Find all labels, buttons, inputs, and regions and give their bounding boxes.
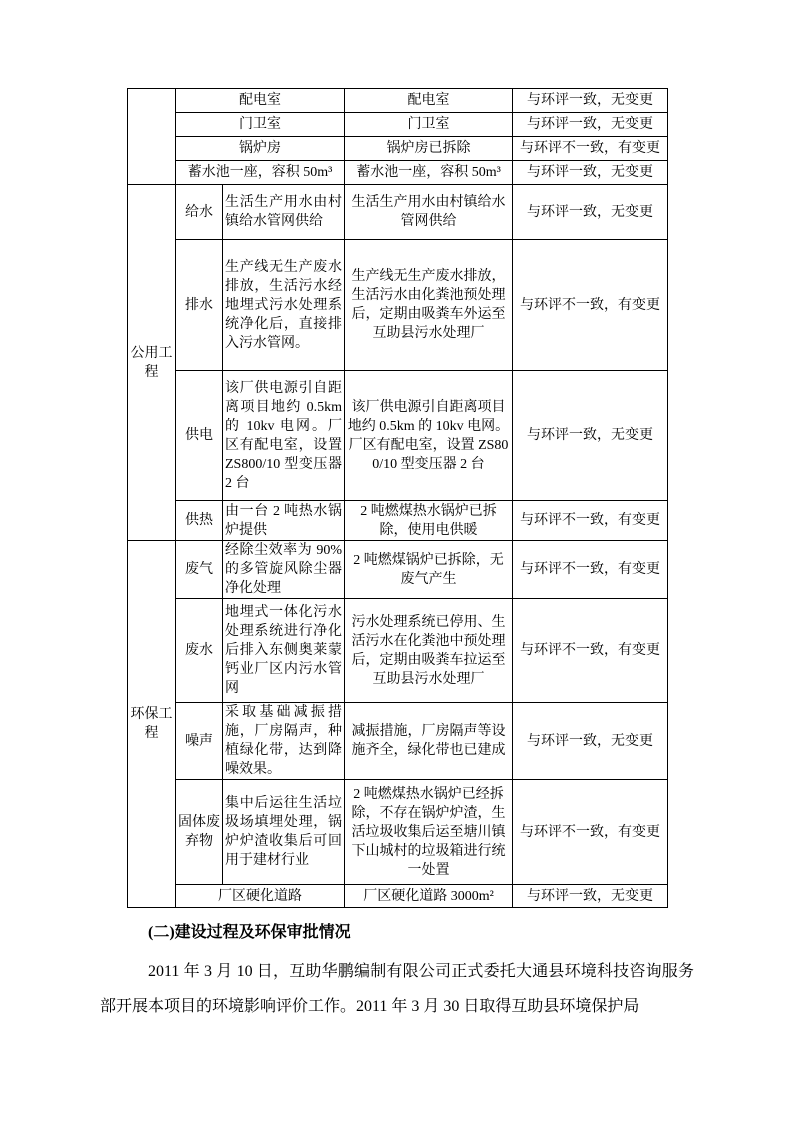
section-heading: (二)建设过程及环保审批情况 xyxy=(148,924,351,941)
subcategory-cell: 噪声 xyxy=(176,703,223,780)
current-cell: 配电室 xyxy=(345,89,513,113)
current-cell: 减振措施，厂房隔声等设施齐全，绿化带也已建成 xyxy=(345,703,513,780)
approved-cell: 经除尘效率为 90%的多管旋风除尘器净化处理 xyxy=(223,541,345,599)
approved-cell: 该厂供电源引自距离项目地约 0.5km 的 10kv 电网。厂区有配电室，设置 ZS800/10 型变压器 2 台 xyxy=(223,371,345,501)
approved-cell: 采取基础减振措施，厂房隔声，种植绿化带，达到降噪效果。 xyxy=(223,703,345,780)
approved-cell: 锅炉房 xyxy=(176,137,345,161)
section-paragraph: 2011 年 3 月 10 日，互助华鹏编制有限公司正式委托大通县环境科技咨询服务部开展本项目的环境影响评价工作。2011 年 3 月 30 日取得互助县环境保护局 xyxy=(100,963,694,1015)
table-row xyxy=(128,113,668,137)
current-cell: 生产线无生产废水排放，生活污水由化粪池预处理后，定期由吸粪车外运至互助县污水处理厂 xyxy=(345,240,513,371)
approved-cell: 集中后运往生活垃圾场填埋处理，锅炉炉渣收集后可回用于建材行业 xyxy=(223,780,345,885)
table-row xyxy=(128,240,668,371)
category-cell-empty xyxy=(128,89,176,185)
table-row xyxy=(128,780,668,885)
table-row xyxy=(128,703,668,780)
verdict-cell: 与环评不一致，有变更 xyxy=(513,541,668,599)
verdict-cell: 与环评不一致，有变更 xyxy=(513,501,668,541)
table-row xyxy=(128,161,668,185)
table-row xyxy=(128,885,668,908)
verdict-cell: 与环评一致，无变更 xyxy=(513,703,668,780)
current-cell: 门卫室 xyxy=(345,113,513,137)
subcategory-cell: 固体废弃物 xyxy=(176,780,223,885)
verdict-cell: 与环评不一致，有变更 xyxy=(513,240,668,371)
approved-cell: 生产线无生产废水排放，生活污水经地埋式污水处理系统净化后，直接排入污水管网。 xyxy=(223,240,345,371)
subcategory-cell: 排水 xyxy=(176,240,223,371)
verdict-cell: 与环评一致，无变更 xyxy=(513,113,668,137)
approved-cell: 门卫室 xyxy=(176,113,345,137)
current-cell: 2 吨燃煤热水锅炉已拆除，使用电供暖 xyxy=(345,501,513,541)
approved-cell: 配电室 xyxy=(176,89,345,113)
subcategory-cell: 供电 xyxy=(176,371,223,501)
current-cell: 厂区硬化道路 3000m² xyxy=(345,885,513,908)
current-cell: 生活生产用水由村镇给水管网供给 xyxy=(345,185,513,240)
current-cell: 锅炉房已拆除 xyxy=(345,137,513,161)
verdict-cell: 与环评不一致，有变更 xyxy=(513,137,668,161)
verdict-cell: 与环评一致，无变更 xyxy=(513,885,668,908)
table-row xyxy=(128,541,668,599)
verdict-cell: 与环评一致，无变更 xyxy=(513,89,668,113)
table-row xyxy=(128,137,668,161)
current-cell: 蓄水池一座，容积 50m³ xyxy=(345,161,513,185)
subcategory-cell: 废水 xyxy=(176,599,223,703)
verdict-cell: 与环评一致，无变更 xyxy=(513,185,668,240)
category-cell-public-works: 公用工程 xyxy=(128,185,176,541)
category-cell-environmental-works: 环保工程 xyxy=(128,541,176,908)
approved-cell: 厂区硬化道路 xyxy=(176,885,345,908)
table-row xyxy=(128,89,668,113)
current-cell: 污水处理系统已停用、生活污水在化粪池中预处理后，定期由吸粪车拉运至互助县污水处理厂 xyxy=(345,599,513,703)
subcategory-cell: 供热 xyxy=(176,501,223,541)
ep-compliance-comparison-table xyxy=(127,88,668,908)
verdict-cell: 与环评一致，无变更 xyxy=(513,161,668,185)
current-cell: 2 吨燃煤热水锅炉已经拆除，不存在锅炉炉渣，生活垃圾收集后运至塘川镇下山城村的垃圾箱进行统一处置 xyxy=(345,780,513,885)
approved-cell: 生活生产用水由村镇给水管网供给 xyxy=(223,185,345,240)
subcategory-cell: 废气 xyxy=(176,541,223,599)
table-row xyxy=(128,501,668,541)
table-row xyxy=(128,599,668,703)
approved-cell: 地埋式一体化污水处理系统进行净化后排入东侧奥莱蒙钙业厂区内污水管网 xyxy=(223,599,345,703)
subcategory-cell: 给水 xyxy=(176,185,223,240)
text-section xyxy=(100,918,694,1024)
current-cell: 该厂供电源引自距离项目地约 0.5km 的 10kv 电网。厂区有配电室，设置 ZS800/10 型变压器 2 台 xyxy=(345,371,513,501)
current-cell: 2 吨燃煤锅炉已拆除，无废气产生 xyxy=(345,541,513,599)
verdict-cell: 与环评不一致，有变更 xyxy=(513,599,668,703)
table-row xyxy=(128,185,668,240)
table-row xyxy=(128,371,668,501)
verdict-cell: 与环评一致，无变更 xyxy=(513,371,668,501)
verdict-cell: 与环评不一致，有变更 xyxy=(513,780,668,885)
approved-cell: 蓄水池一座，容积 50m³ xyxy=(176,161,345,185)
approved-cell: 由一台 2 吨热水锅炉提供 xyxy=(223,501,345,541)
